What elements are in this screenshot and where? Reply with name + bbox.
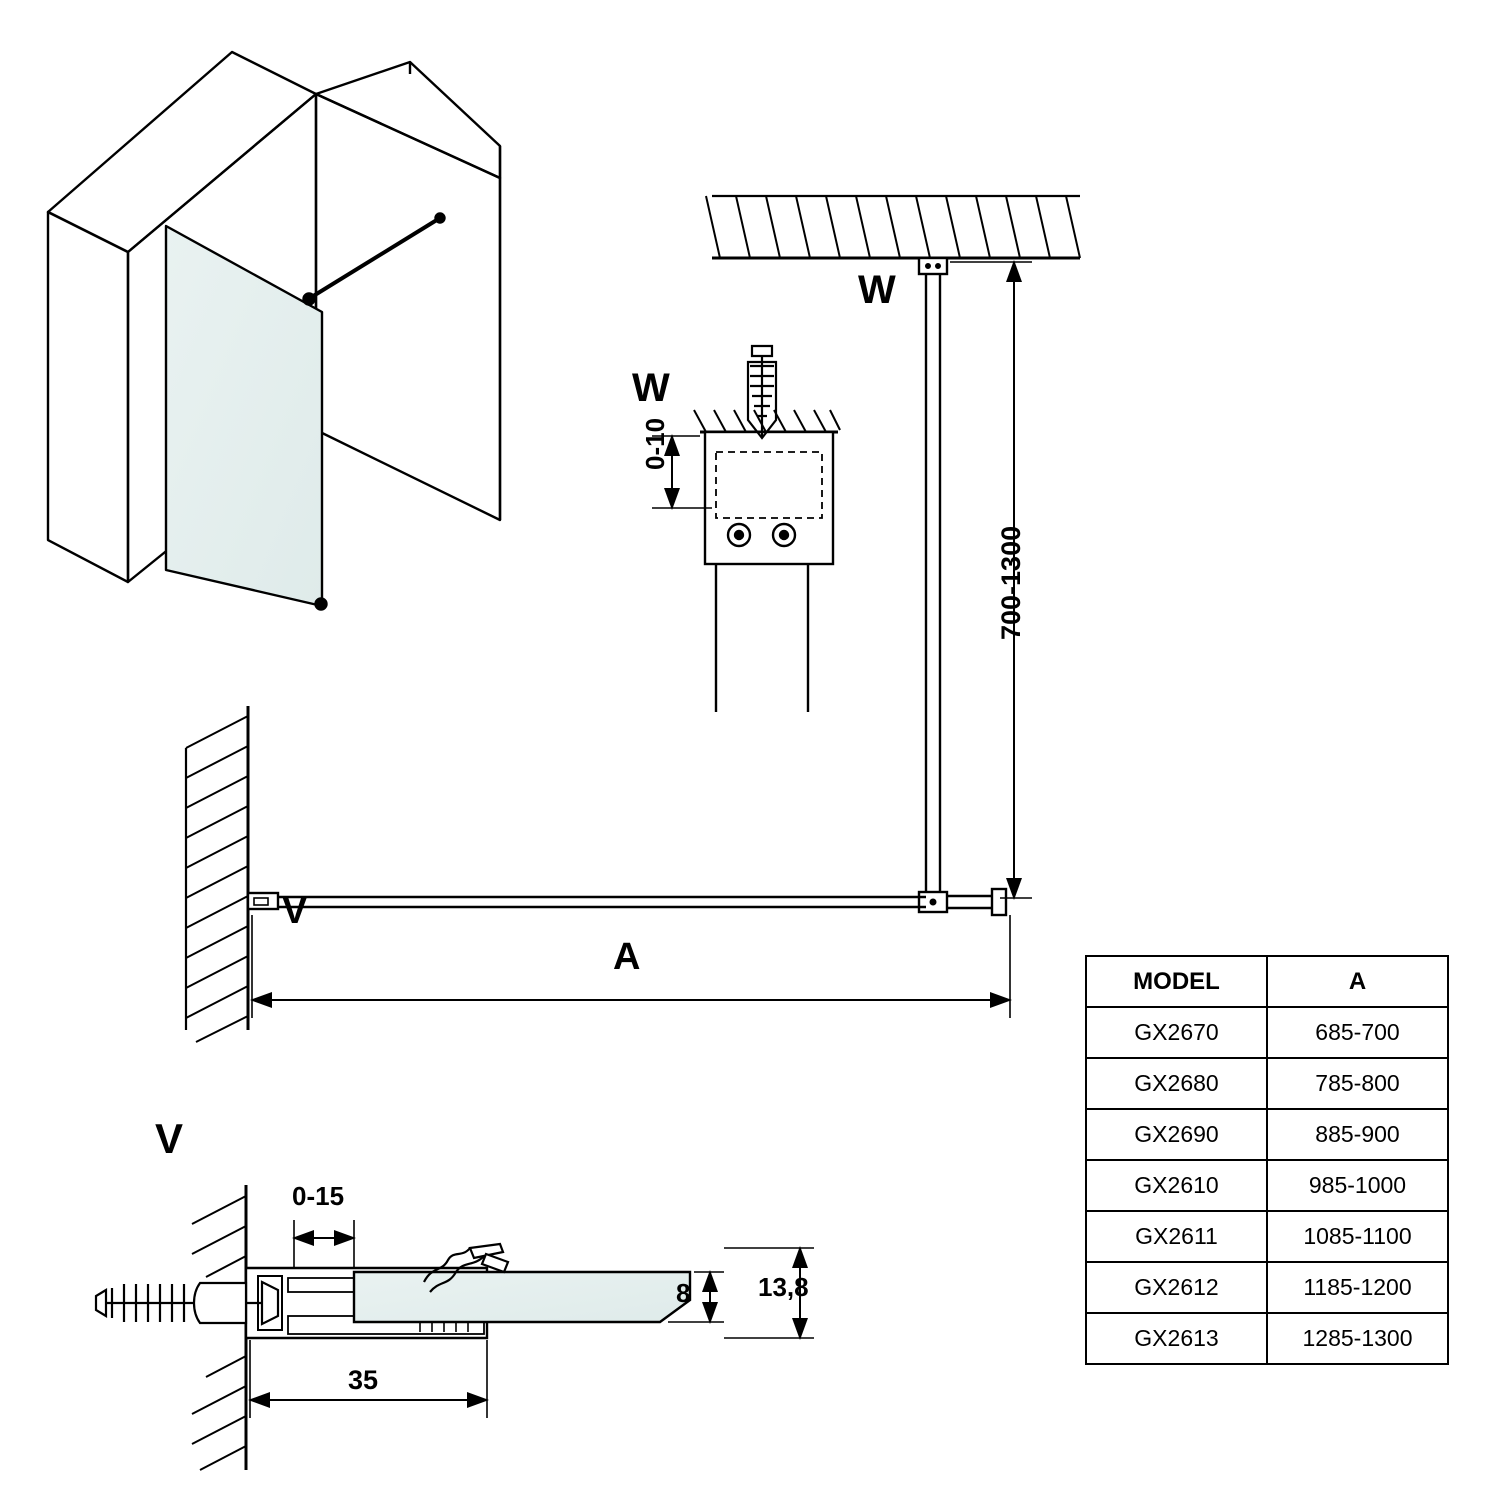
- table-cell-model: GX2680: [1086, 1058, 1267, 1109]
- iso-view: [48, 52, 500, 610]
- table-cell-a: 1085-1100: [1267, 1211, 1448, 1262]
- table-cell-a: 1185-1200: [1267, 1262, 1448, 1313]
- dimension-profile-width: 35: [348, 1365, 379, 1395]
- model-table: [1085, 955, 1449, 1365]
- v-detail-view: [96, 1185, 814, 1470]
- dimension-bracket-gap: 0-10: [640, 417, 670, 470]
- dimension-profile-adjust: 0-15: [292, 1181, 345, 1211]
- dimension-a-label: A: [613, 936, 641, 978]
- table-row: [1086, 1262, 1448, 1313]
- table-cell-a: 785-800: [1267, 1058, 1448, 1109]
- table-header-row: [1086, 956, 1448, 1007]
- table-row: [1086, 1160, 1448, 1211]
- callout-v-detail: V: [155, 1115, 184, 1162]
- table-row: [1086, 1058, 1448, 1109]
- table-cell-a: 1285-1300: [1267, 1313, 1448, 1364]
- w-detail-view: [652, 346, 840, 712]
- table-row: [1086, 1313, 1448, 1364]
- callout-v-plan: V: [282, 890, 308, 932]
- table-row: [1086, 1211, 1448, 1262]
- callout-w-detail: W: [632, 366, 670, 410]
- table-row: [1086, 1007, 1448, 1058]
- callout-w-elevation: W: [858, 268, 896, 312]
- table-cell-model: GX2612: [1086, 1262, 1267, 1313]
- dimension-glass-thickness: 8: [676, 1278, 691, 1308]
- table-header-a: A: [1267, 956, 1448, 1007]
- table-header-model: MODEL: [1086, 956, 1267, 1007]
- table-cell-model: GX2613: [1086, 1313, 1267, 1364]
- table-cell-model: GX2670: [1086, 1007, 1267, 1058]
- table-cell-model: GX2611: [1086, 1211, 1267, 1262]
- table-cell-a: 985-1000: [1267, 1160, 1448, 1211]
- table-cell-model: GX2690: [1086, 1109, 1267, 1160]
- table-row: [1086, 1109, 1448, 1160]
- dimension-profile-depth: 13,8: [758, 1272, 809, 1302]
- table-cell-model: GX2610: [1086, 1160, 1267, 1211]
- plan-view: [186, 706, 1010, 1042]
- dimension-bar-height: 700-1300: [996, 525, 1026, 640]
- table-cell-a: 685-700: [1267, 1007, 1448, 1058]
- table-cell-a: 885-900: [1267, 1109, 1448, 1160]
